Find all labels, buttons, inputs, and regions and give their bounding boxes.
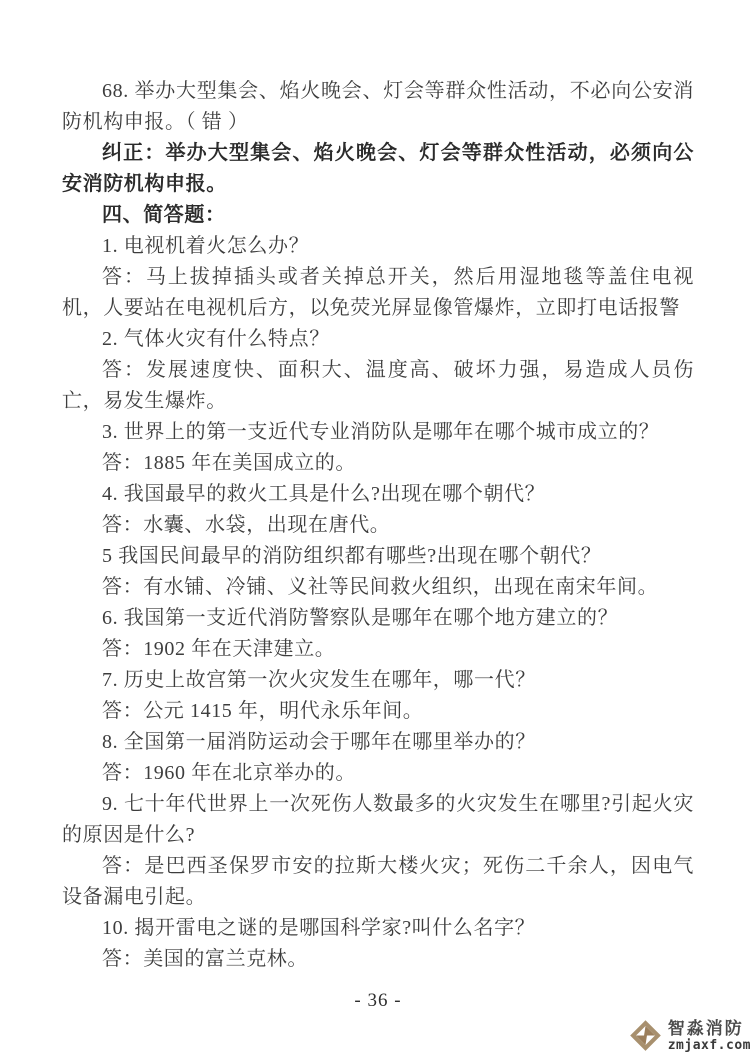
paragraph: 1. 电视机着火怎么办？ bbox=[102, 235, 310, 257]
paragraph: 答：公元 1415 年，明代永乐年间。 bbox=[102, 700, 424, 722]
paragraph: 3. 世界上的第一支近代专业消防队是哪年在哪个城市成立的？ bbox=[102, 421, 660, 443]
paragraph: 答：1902 年在天津建立。 bbox=[102, 638, 336, 660]
watermark bbox=[628, 1018, 751, 1053]
paragraph: 纠正：举办大型集会、焰火晚会、灯会等群众性活动，必须向公安消防机构申报。 bbox=[62, 142, 694, 195]
paragraph: 答：发展速度快、面积大、温度高、破坏力强，易造成人员伤亡，易发生爆炸。 bbox=[62, 359, 694, 412]
paragraph: 答：是巴西圣保罗市安的拉斯大楼火灾；死伤二千余人，因电气设备漏电引起。 bbox=[62, 855, 694, 908]
paragraph: 答：1960 年在北京举办的。 bbox=[102, 762, 356, 784]
paragraph: 答：1885 年在美国成立的。 bbox=[102, 452, 356, 474]
page-number: - 36 - bbox=[354, 990, 402, 1011]
watermark-text bbox=[668, 1020, 751, 1052]
paragraph: 四、简答题： bbox=[102, 204, 226, 226]
paragraph: 4. 我国最早的救火工具是什么?出现在哪个朝代？ bbox=[102, 483, 546, 505]
paragraph: 2. 气体火灾有什么特点？ bbox=[102, 328, 330, 350]
paragraph: 8. 全国第一届消防运动会于哪年在哪里举办的？ bbox=[102, 731, 536, 753]
paragraph: 答：有水铺、冷铺、义社等民间救火组织，出现在南宋年间。 bbox=[102, 576, 659, 598]
paragraph: 9. 七十年代世界上一次死伤人数最多的火灾发生在哪里?引起火灾的原因是什么? bbox=[62, 793, 694, 846]
watermark-url: zmjaxf.com bbox=[667, 1037, 751, 1053]
paragraph: 答：水囊、水袋，出现在唐代。 bbox=[102, 514, 391, 536]
brand-diamond-logo-icon bbox=[628, 1018, 663, 1053]
paragraph: 答：马上拔掉插头或者关掉总开关，然后用湿地毯等盖住电视机，人要站在电视机后方，以免荧光屏显像管爆炸，立即打电话报警 bbox=[62, 266, 694, 319]
paragraph: 5 我国民间最早的消防组织都有哪些?出现在哪个朝代？ bbox=[102, 545, 602, 567]
watermark-brand-name: 智淼消防 bbox=[667, 1018, 744, 1038]
paragraph: 7. 历史上故宫第一次火灾发生在哪年，哪一代？ bbox=[102, 669, 536, 691]
paragraph: 68. 举办大型集会、焰火晚会、灯会等群众性活动，不必向公安消防机构申报。（ 错 ） bbox=[62, 80, 694, 133]
paragraph: 答：美国的富兰克林。 bbox=[102, 948, 308, 970]
paragraph: 10. 揭开雷电之谜的是哪国科学家?叫什么名字？ bbox=[102, 917, 536, 939]
paragraph: 6. 我国第一支近代消防警察队是哪年在哪个地方建立的？ bbox=[102, 607, 619, 629]
